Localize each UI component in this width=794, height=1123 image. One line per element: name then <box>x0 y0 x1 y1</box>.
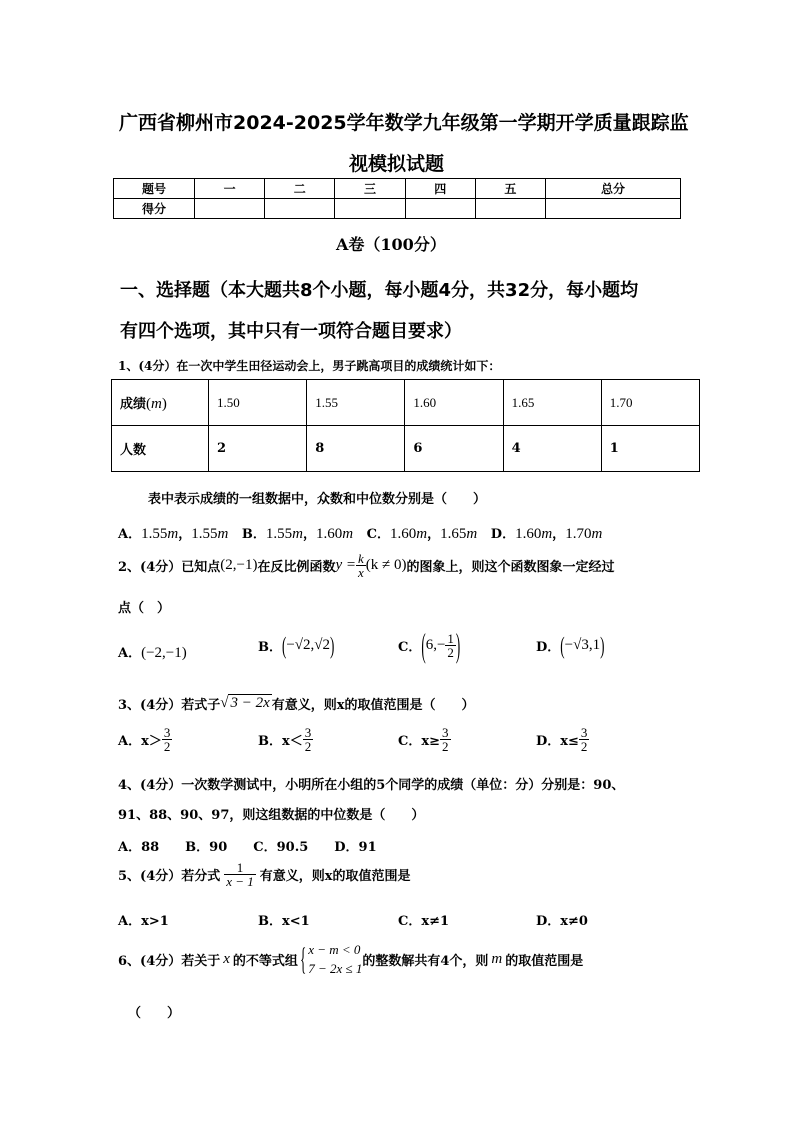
score-cell <box>265 199 335 219</box>
score-header-cell: 二 <box>265 179 335 199</box>
q1-question: 表中表示成绩的一组数据中，众数和中位数分别是（ ） <box>148 492 487 507</box>
q5-option-b: B．x<1 <box>258 914 310 929</box>
q6-answer-parens: （ ） <box>128 1006 181 1021</box>
q1-table-row-scores <box>112 380 700 426</box>
q1-score-cell: 1.60 <box>405 380 503 426</box>
q1-row-label-scores: 成绩(m) <box>112 380 209 426</box>
section1-heading-line2: 有四个选项，其中只有一项符合题目要求） <box>120 321 462 342</box>
q1-option-c: C．1.60m，1.65m <box>366 526 478 542</box>
score-table-score-row <box>114 199 681 219</box>
q1-stem: 1、(4分）在一次中学生田径运动会上，男子跳高项目的成绩统计如下： <box>118 359 501 373</box>
score-table <box>113 178 681 219</box>
q2-option-b: B． ( −√2 , √2 ) <box>258 630 335 659</box>
q1-score-cell: 1.50 <box>209 380 307 426</box>
q1-count-cell: 6 <box>405 426 503 472</box>
q4-options: A．88 B．90 C．90.5 D．91 <box>118 840 377 855</box>
q1-table-row-counts <box>112 426 700 472</box>
q5-option-a: A．x>1 <box>118 914 169 929</box>
q6-inequality-1: x − m < 0 <box>308 942 361 957</box>
q2-stem-line2: 点（ ） <box>118 601 171 616</box>
q3-option-b: B．x＜ $\frac{3}{2}$ <box>258 725 312 754</box>
q1-option-a: A．1.55m，1.55m <box>118 526 229 542</box>
score-header-cell: 总分 <box>546 179 681 199</box>
q6-stem: 6、(4分）若关于 x 的不等式组 { x − m < 0 7 − 2x ≤ 1 的整数解共有4个，则 m 的取值范围是 <box>118 941 583 979</box>
q3-option-c: C．x≥ $\frac{3}{2}$ <box>398 725 449 754</box>
score-header-cell: 五 <box>475 179 545 199</box>
q1-count-cell: 1 <box>601 426 699 472</box>
q5-option-d: D．x≠0 <box>536 914 588 929</box>
q2-stem: 2、(4分）已知点 (2,−1) 在反比例函数 y = $\frac{k}{x}$ (k ≠ 0) 的图象上，则这个函数图象一定经过 <box>118 551 615 580</box>
q3-option-a: A．x＞ $\frac{3}{2}$ <box>118 725 171 754</box>
q4-stem-line1: 4、(4分）一次数学测试中，小明所在小组的5个同学的成绩（单位：分）分别是：90、 <box>118 778 625 793</box>
score-header-cell: 四 <box>405 179 475 199</box>
section1-heading-line1: 一、选择题（本大题共8个小题，每小题4分，共32分，每小题均 <box>120 280 639 301</box>
score-cell <box>195 199 265 219</box>
score-cell <box>546 199 681 219</box>
score-cell <box>405 199 475 219</box>
q2-option-c: C． ( 6,− $\frac{1}{2}$ ) <box>398 624 461 664</box>
page-title-line1: 广西省柳州市2024-2025学年数学九年级第一学期开学质量跟踪监 <box>119 112 689 134</box>
score-header-cell: 题号 <box>114 179 195 199</box>
q6-inequality-2: 7 − 2x ≤ 1 <box>308 960 363 976</box>
q1-score-cell: 1.65 <box>503 380 601 426</box>
q3-option-d: D．x≤ $\frac{3}{2}$ <box>536 725 588 754</box>
q1-count-cell: 4 <box>503 426 601 472</box>
q1-count-cell: 8 <box>307 426 405 472</box>
q1-data-table <box>111 379 700 472</box>
page-title-line2: 视模拟试题 <box>349 153 445 175</box>
score-cell <box>335 199 405 219</box>
q3-stem: 3、(4分）若式子 √ 3 − 2x 有意义，则x的取值范围是（ ） <box>118 695 475 713</box>
part-a-heading: A卷（100分） <box>336 235 446 254</box>
score-header-cell: 三 <box>335 179 405 199</box>
q4-stem-line2: 91、88、90、97，则这组数据的中位数是（ ） <box>118 808 425 823</box>
q1-score-cell: 1.70 <box>601 380 699 426</box>
q2-option-a: A．(−2,−1) <box>118 645 187 661</box>
q1-options <box>118 523 602 543</box>
score-row-label: 得分 <box>114 199 195 219</box>
q1-row-label-counts: 人数 <box>112 426 209 472</box>
q5-option-c: C．x≠1 <box>398 914 450 929</box>
score-table-header-row <box>114 179 681 199</box>
q1-option-b: B．1.55m，1.60m <box>241 526 354 542</box>
q2-option-d: D． ( −√3 , 1 ) <box>536 630 605 659</box>
q1-score-cell: 1.55 <box>307 380 405 426</box>
q5-stem: 5、(4分）若分式 $\frac{1}{x - 1}$ 有意义，则x的取值范围是 <box>118 860 411 889</box>
score-header-cell: 一 <box>195 179 265 199</box>
q1-count-cell: 2 <box>209 426 307 472</box>
q1-option-d: D．1.60m，1.70m <box>490 526 603 542</box>
score-cell <box>475 199 545 219</box>
